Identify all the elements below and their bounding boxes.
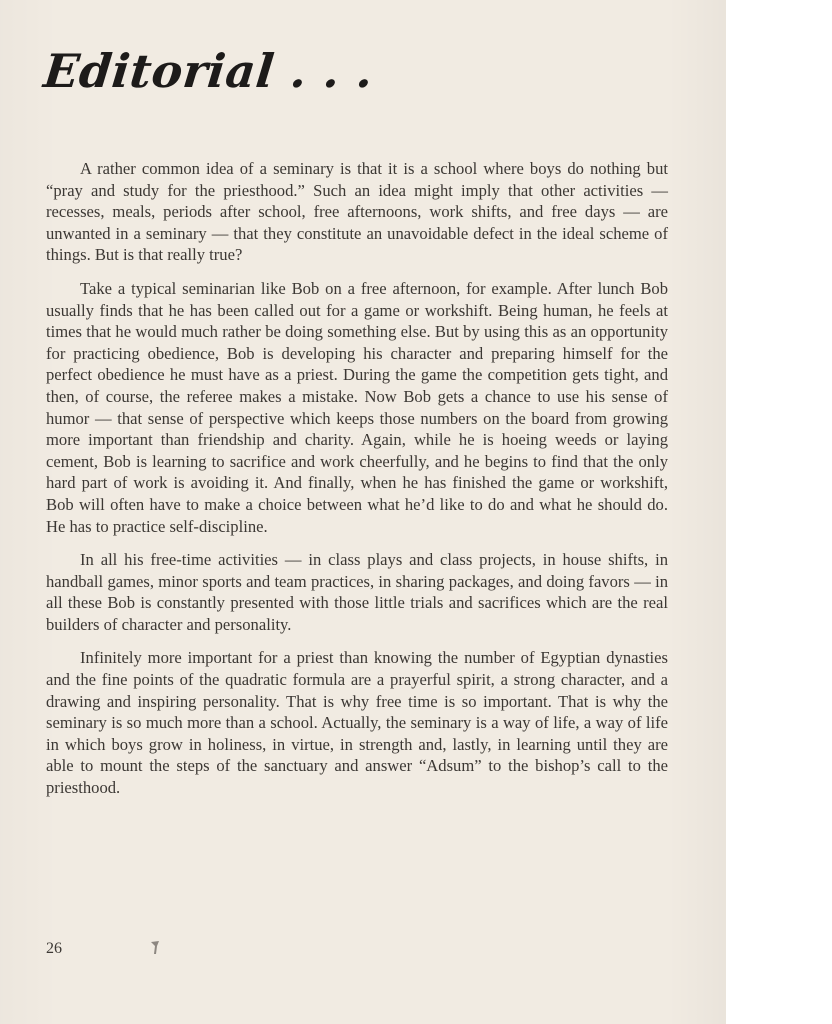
paragraph: Take a typical seminarian like Bob on a free afternoon, for example. After lunch Bob usually finds that he has been called out for a game or workshift. Being human, he feels at times that he would much rather be doing something else. But by using this as an opportunity for practicing obedience, Bob is developing his character and preparing himself for the perfect obedience he must have as a priest. During the game the competition gets tight, and then, of course, the referee makes a mistake. Now Bob gets a chance to use his sense of humor — that sense of perspective which keeps those numbers on the board from growing more important than friendship and charity. Again, while he is hoeing weeds or laying cement, Bob is learning to sacrifice and work cheerfully, and he begins to find that the only hard part of work is avoiding it. And finally, when he has finished the game or workshift, Bob will often have to make a choice between what he’d like to do and what he should do. He has to practice self-discipline. (46, 278, 668, 536)
page-number: 26 (46, 940, 62, 957)
article-body (46, 158, 668, 811)
paragraph: Infinitely more important for a priest than knowing the number of Egyptian dynasties and the fine points of the quadratic formula are a prayerful spirit, a strong character, and a drawing and inspiring personality. That is why free time is so important. That is why the seminary is so much more than a school. Actually, the seminary is a way of life, a way of life in which boys grow in holiness, in virtue, in strength and, lastly, in learning until they are able to mount the steps of the sanctuary and answer “Adsum” to the bishop’s call to the priesthood. (46, 648, 668, 798)
paragraph: A rather common idea of a seminary is that it is a school where boys do nothing but “pray and study for the priesthood.” Such an idea might imply that other activities — recesses, meals, periods after school, free afternoons, work shifts, and free days — are unwanted in a seminary — that they constitute an unavoidable defect in the ideal scheme of things. But is that really true? (46, 159, 668, 265)
page-title: Editorial . . . (41, 44, 377, 98)
paragraph: In all his free-time activities — in class plays and class projects, in house shifts, in handball games, minor sports and team practices, in sharing packages, and doing favors — in all these Bob is constantly presented with those little trials and sacrifices which are the real builders of character and personality. (46, 550, 668, 634)
ink-smudge (148, 938, 162, 956)
